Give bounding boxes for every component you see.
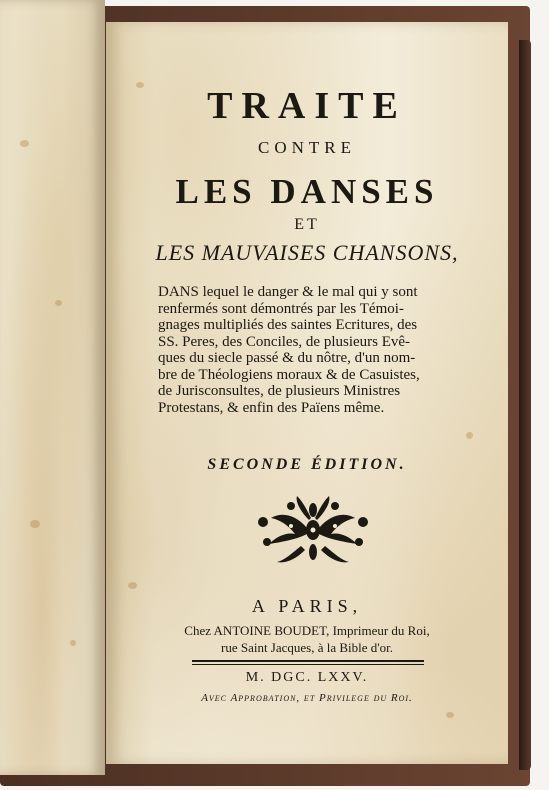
double-rule-bottom [192,664,424,665]
edition-label: SECONDE ÉDITION. [207,456,407,473]
title-mauvaises-chansons: LES MAUVAISES CHANSONS, [155,240,459,265]
title-et: ET [294,216,320,233]
subtitle-line: de Jurisconsultes, de plusieurs Ministres [158,383,401,399]
title-contre: CONTRE [258,138,356,157]
subtitle-line: Protestans, & enfin des Païens même. [158,399,385,416]
foxing-spot [466,432,473,439]
subtitle-line: DANS lequel le danger & le mal qui y sont [158,284,418,300]
subtitle-line: ques du siecle passé & du nôtre, d'un nom- [158,350,416,366]
subtitle-line: renfermés sont démontrés par les Témoi- [158,300,404,317]
left-page [0,0,105,775]
floral-ornament-icon [251,492,375,568]
foxing-spot [30,520,40,528]
subtitle-line: gnages multipliés des saintes Ecritures, des [158,317,418,333]
title-les-danses: LES DANSES [175,172,439,211]
double-rule-top [192,660,424,662]
imprint-approbation: Avec Approbation, et Privilege du Roi. [201,692,413,704]
imprint-city: A PARIS, [251,596,363,616]
subtitle-paragraph [158,284,488,416]
imprint-date: M. DGC. LXXV. [245,670,369,685]
title-traite: TRAITE [207,85,407,127]
foxing-spot [70,640,76,646]
subtitle-line: SS. Peres, des Conciles, de plusieurs Evê- [158,333,411,350]
book-cover-edge [519,40,531,770]
foxing-spot [20,140,29,147]
foxing-spot [446,712,454,718]
imprint-address: rue Saint Jacques, à la Bible d'or. [220,640,394,655]
foxing-spot [55,300,62,306]
imprint-printer: Chez ANTOINE BOUDET, Imprimeur du Roi, [184,623,430,638]
foxing-spot [128,582,137,589]
title-page [106,22,508,764]
subtitle-line: bre de Théologiens moraux & de Casuistes, [158,366,420,383]
